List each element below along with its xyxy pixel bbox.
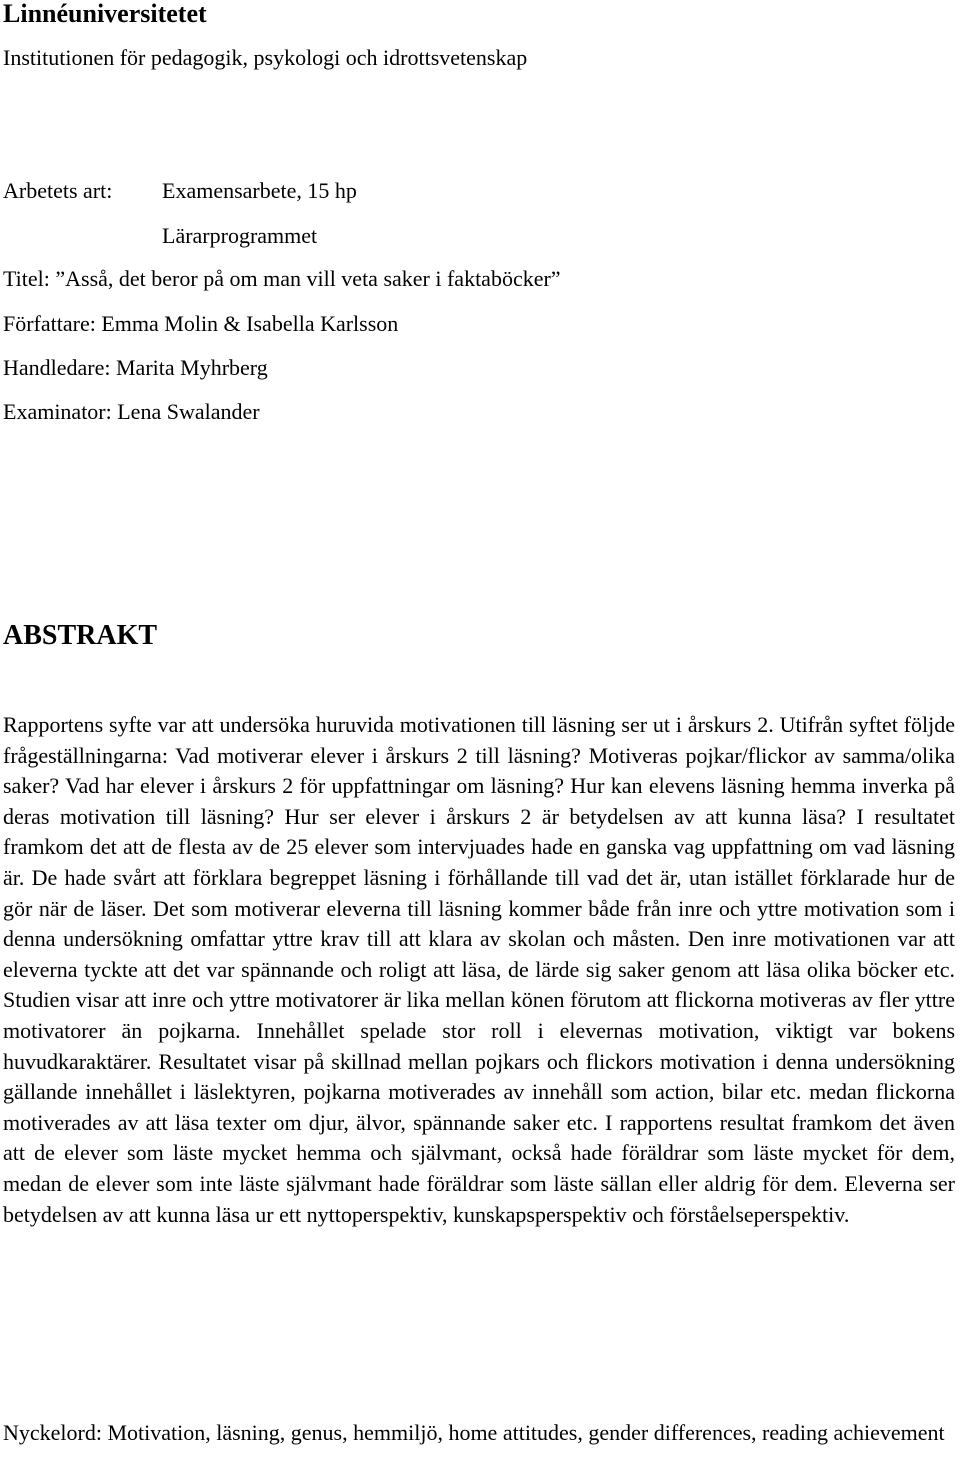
program-name: Lärarprogrammet [162,223,318,248]
abstract-body: Rapportens syfte var att undersöka huruvida motivationen till läsning ser ut i årskurs 2. Utifrån syftet följde frågeställningarna: Vad motiverar elever i årskurs 2 till läsning? Motiveras pojkar/flickor av samma/olika saker? Vad har elever i årskurs 2 för uppfattningar om läsning? Hur kan elevens läsning hemma inverka på deras motivation till läsning? Hur ser elever i årskurs 2 är betydelsen av att kunna läsa? I resultatet framkom det att de flesta av de 25 elever som intervjuades hade en ganska vag uppfattning om vad läsning är. De hade svårt att förklara begreppet läsning i förhållande till vad det är, utan istället förklarade hur de gör när de läser. Det som motiverar eleverna till läsning kommer både från inre och yttre motivation som i denna undersökning omfattar yttre krav till att klara av skolan och måsten. Den inre motivationen var att eleverna tyckte att det var spännande och roligt att läsa, de lärde sig saker genom att läsa olika böcker etc. Studien visar att inre och yttre motivatorer är lika mellan könen förutom att flickorna motiveras av fler yttre motivatorer än pojkarna. Innehållet spelade stor roll i elevernas motivation, viktigt var bokens huvudkaraktärer. Resultatet visar på skillnad mellan pojkars och flickors motivation i denna undersökning gällande innehållet i läslektyren, pojkarna motiverades av innehåll som action, bilar etc. medan flickorna motiverades av att läsa texter om djur, älvor, spännande saker etc. I rapportens resultat framkom det även att de elever som läste mycket hemma och självmant, också hade föräldrar som läste mycket för dem, medan de elever som inte läste självmant hade föräldrar som läste sällan eller aldrig för dem. Eleverna ser betydelsen av att kunna läsa ur ett nyttoperspektiv, kunskapsperspektiv och förståelseperspektiv. [3,712,955,1227]
department-name: Institutionen för pedagogik, psykologi och idrottsvetenskap [3,45,528,70]
university-name: Linnéuniversitetet [3,0,207,28]
work-type-label: Arbetets art: [3,178,113,203]
work-type-value: Examensarbete, 15 hp [162,178,357,203]
abstract-heading: ABSTRAKT [3,620,158,651]
thesis-title: Titel: ”Asså, det beror på om man vill veta saker i faktaböcker” [3,266,561,291]
keywords: Nyckelord: Motivation, läsning, genus, hemmiljö, home attitudes, gender differences, reading achievement [3,1420,945,1445]
supervisor: Handledare: Marita Myhrberg [3,355,268,380]
examiner: Examinator: Lena Swalander [3,399,260,424]
authors: Författare: Emma Molin & Isabella Karlsson [3,311,399,336]
